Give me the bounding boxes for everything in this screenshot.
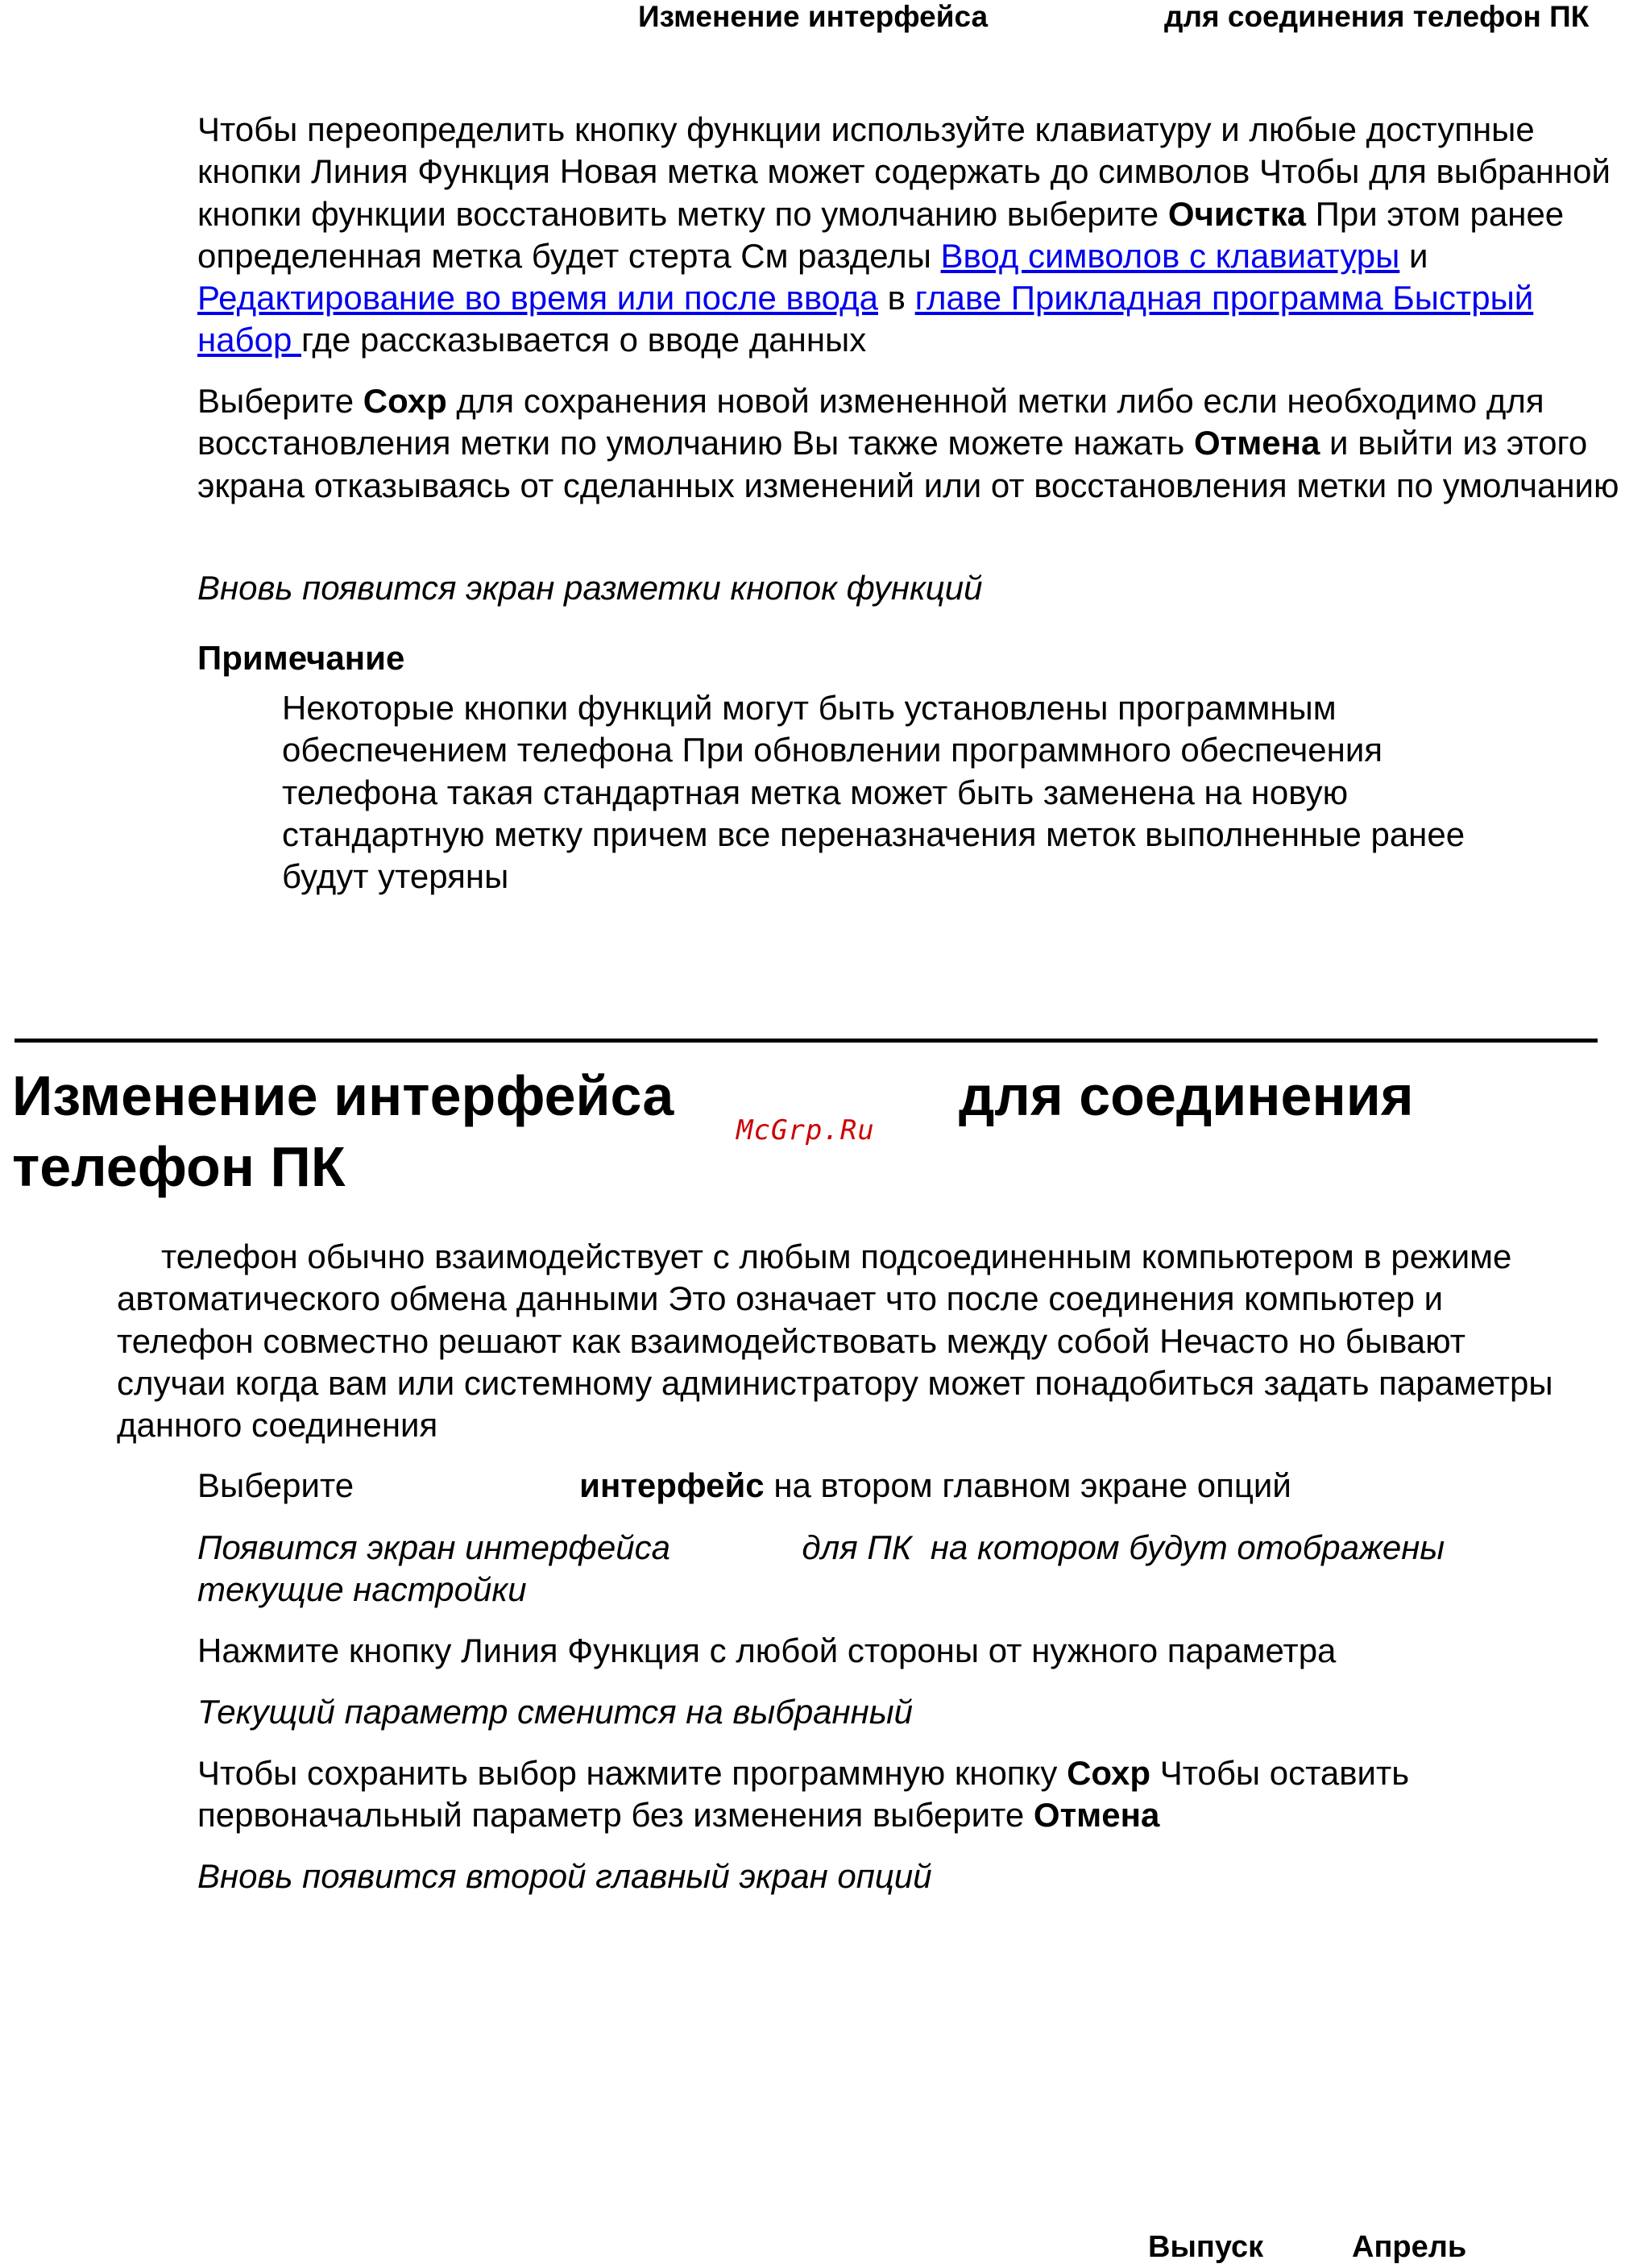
save-keyword: Сохр	[363, 382, 447, 420]
step-save-choice: Чтобы сохранить выбор нажмите программную кнопку Сохр Чтобы оставить первоначальный параметр без изменения выберите Отмена	[197, 1754, 1410, 1835]
step-save-choice-result: Вновь появится второй главный экран опций	[197, 1857, 932, 1895]
running-header-left: Изменение интерфейса	[638, 0, 989, 33]
result-text: Вновь появится экран разметки кнопок функций	[197, 569, 983, 607]
section-title-line1-right: для соединения	[959, 1064, 1414, 1127]
link-editing-input[interactable]: Редактирование во время или после ввода	[197, 279, 878, 317]
step-press-line-button-result: Текущий параметр сменится на выбранный	[197, 1693, 914, 1731]
link-chapter-speed-dial[interactable]: главе Прикладная программа Быстрый набор	[197, 279, 1534, 359]
step-select-interface-result: Появится экран интерфейса для ПК на котором будут отображены текущие настройки	[197, 1528, 1454, 1609]
section-title-line1-left: Изменение интерфейса	[12, 1064, 674, 1127]
intro-paragraph: телефон обычно взаимодействует с любым подсоединенным компьютером в режиме автоматического обмена данными Это означает что после соединения компьютер и телефон совместно решают как взаимодействовать между собой Нечасто но бывают случаи когда вам или системному администратору может понадобиться задать параметры данного соединения	[117, 1238, 1553, 1445]
footer-release: Выпуск	[1148, 2230, 1264, 2264]
link-keyboard-input[interactable]: Ввод символов с клавиатуры	[940, 236, 1400, 275]
step-press-line-button: Нажмите кнопку Линия Функция с любой стороны от нужного параметра	[197, 1632, 1337, 1669]
footer-month: Апрель	[1352, 2230, 1467, 2264]
interface-keyword: интерфейс	[579, 1466, 765, 1504]
paragraph-redefine-button: Чтобы переопределить кнопку функции используйте клавиатуру и любые доступные кнопки Линия Функция Новая метка может содержать до символов Чтобы для выбранной кнопки функции восстановить метку по умолчанию выберите Очистка При этом ранее определенная метка будет стерта См разделы Ввод символов с клавиатуры и Редактирование во время или после ввода в главе Прикладная программа Быстрый набор где рассказывается о вводе данных	[197, 110, 1610, 359]
save-keyword-2: Сохр	[1067, 1754, 1151, 1792]
note-text: Некоторые кнопки функций могут быть установлены программным обеспечением телефона При обновлении программного обеспечения телефона такая стандартная метка может быть заменена на новую стандартную метку причем все переназначения меток выполненные ранее будут утеряны	[282, 689, 1465, 896]
note-title: Примечание	[197, 639, 405, 677]
running-header-right: для соединения телефон ПК	[1164, 0, 1590, 33]
cancel-keyword-2: Отмена	[1033, 1796, 1160, 1835]
section-title-line2: телефон ПК	[12, 1135, 346, 1198]
step-select-interface: Выберите интерфейс на втором главном экране опций	[197, 1466, 1291, 1504]
watermark: McGrp.Ru	[736, 1114, 875, 1146]
section-divider	[15, 1039, 1598, 1043]
paragraph-save-label: Выберите Сохр для сохранения новой измененной метки либо если необходимо для восстановления метки по умолчанию Вы также можете нажать Отмена и выйти из этого экрана отказываясь от сделанных изменений или от восстановления метки по умолчанию	[197, 382, 1619, 504]
clear-keyword: Очистка	[1167, 194, 1307, 233]
cancel-keyword: Отмена	[1193, 424, 1320, 462]
